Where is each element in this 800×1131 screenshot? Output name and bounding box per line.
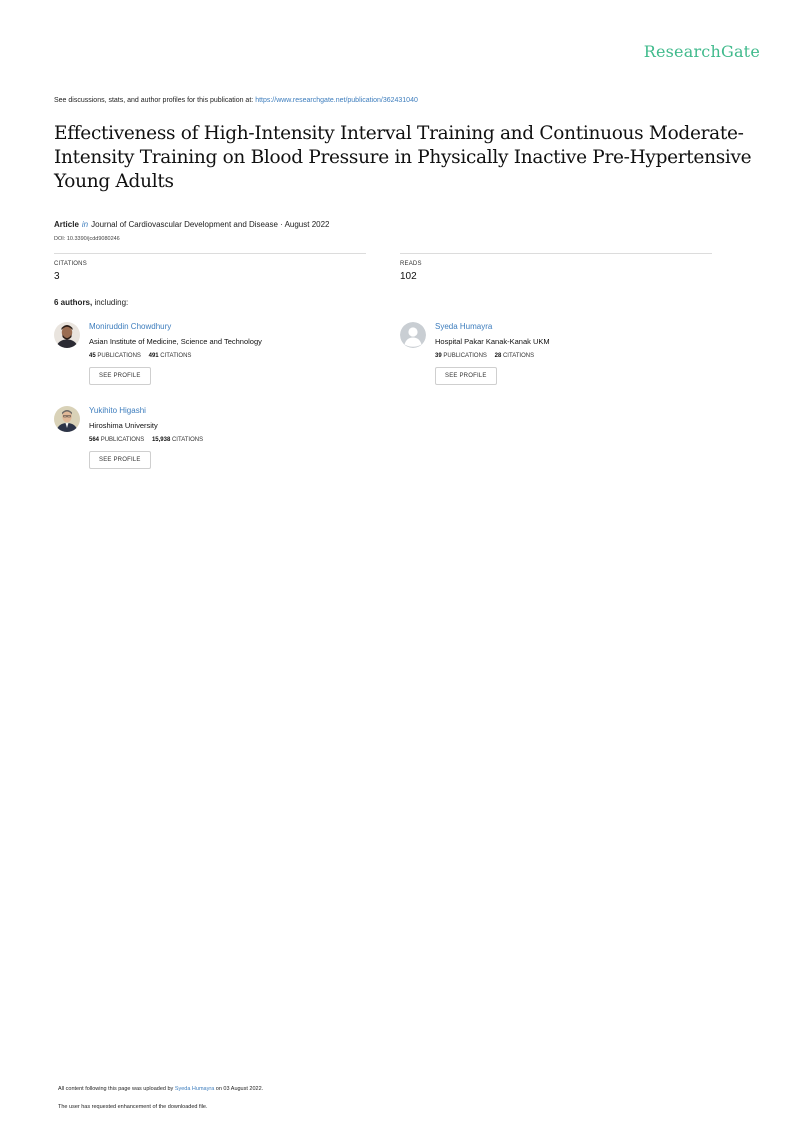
citations-value: 3 [54,271,60,282]
see-profile-button[interactable]: SEE PROFILE [435,367,497,385]
author-citations-label: CITATIONS [171,437,204,443]
uploader-link[interactable]: Syeda Humayra [174,1086,215,1092]
reads-stat [400,253,712,282]
author-name[interactable]: Yukihito Higashi [89,406,146,415]
upload-suffix: on 03 August 2022. [215,1086,264,1092]
author-stats [89,437,203,443]
author-name[interactable]: Syeda Humayra [435,322,493,331]
default-avatar-icon [400,322,426,348]
author-publications-label: PUBLICATIONS [443,353,487,359]
author-publications-label: PUBLICATIONS [100,437,145,443]
citations-label: CITATIONS [54,261,87,267]
author-name[interactable]: Moniruddin Chowdhury [89,322,172,331]
see-profile-button[interactable]: SEE PROFILE [89,451,151,469]
author-photo-icon [54,406,80,432]
enhancement-note: The user has requested enhancement of the downloaded file. [58,1104,208,1110]
reads-value: 102 [400,271,417,282]
author-institution: Asian Institute of Medicine, Science and Technology [89,337,262,346]
authors-heading [54,298,128,307]
author-stats [89,353,262,359]
upload-prefix: All content following this page was uploaded by [58,1086,174,1092]
author-citations-label: CITATIONS [502,353,535,359]
author-citations-count: 491 [148,353,159,359]
author-publications-count: 45 [89,353,96,359]
publication-type: Article [54,220,79,229]
discussions-line [54,97,418,104]
citations-stat [54,253,366,282]
researchgate-logo: ResearchGate [643,42,760,61]
author-avatar[interactable] [54,322,80,348]
in-word: in [81,220,89,229]
author-photo-icon [54,322,80,348]
author-avatar[interactable] [54,406,80,432]
author-citations-count: 15,938 [151,437,171,443]
publication-link[interactable]: https://www.researchgate.net/publication/362431040 [255,97,418,104]
venue-date[interactable]: Journal of Cardiovascular Development and Disease · August 2022 [91,220,330,229]
author-citations-count: 28 [494,353,502,359]
author-publications-label: PUBLICATIONS [97,353,141,359]
reads-label: READS [400,261,422,267]
publication-meta [54,220,330,229]
discussions-text: See discussions, stats, and author profiles for this publication at: [54,97,254,104]
authors-count: 6 authors, [54,298,93,307]
authors-suffix: including: [92,298,129,307]
upload-note [58,1086,263,1092]
author-stats [435,353,550,359]
author-publications-count: 39 [435,353,442,359]
author-citations-label: CITATIONS [160,353,192,359]
doi: DOI: 10.3390/jcdd9080246 [54,236,120,242]
author-avatar[interactable] [400,322,426,348]
author-institution: Hiroshima University [89,421,158,430]
author-publications-count: 564 [89,437,100,443]
author-institution: Hospital Pakar Kanak-Kanak UKM [435,337,550,346]
see-profile-button[interactable]: SEE PROFILE [89,367,151,385]
publication-title: Effectiveness of High-Intensity Interval Training and Continuous Moderate-Intensity Training on Blood Pressure in Physically Inactive Pre-Hypertensive Young Adults [54,123,752,192]
